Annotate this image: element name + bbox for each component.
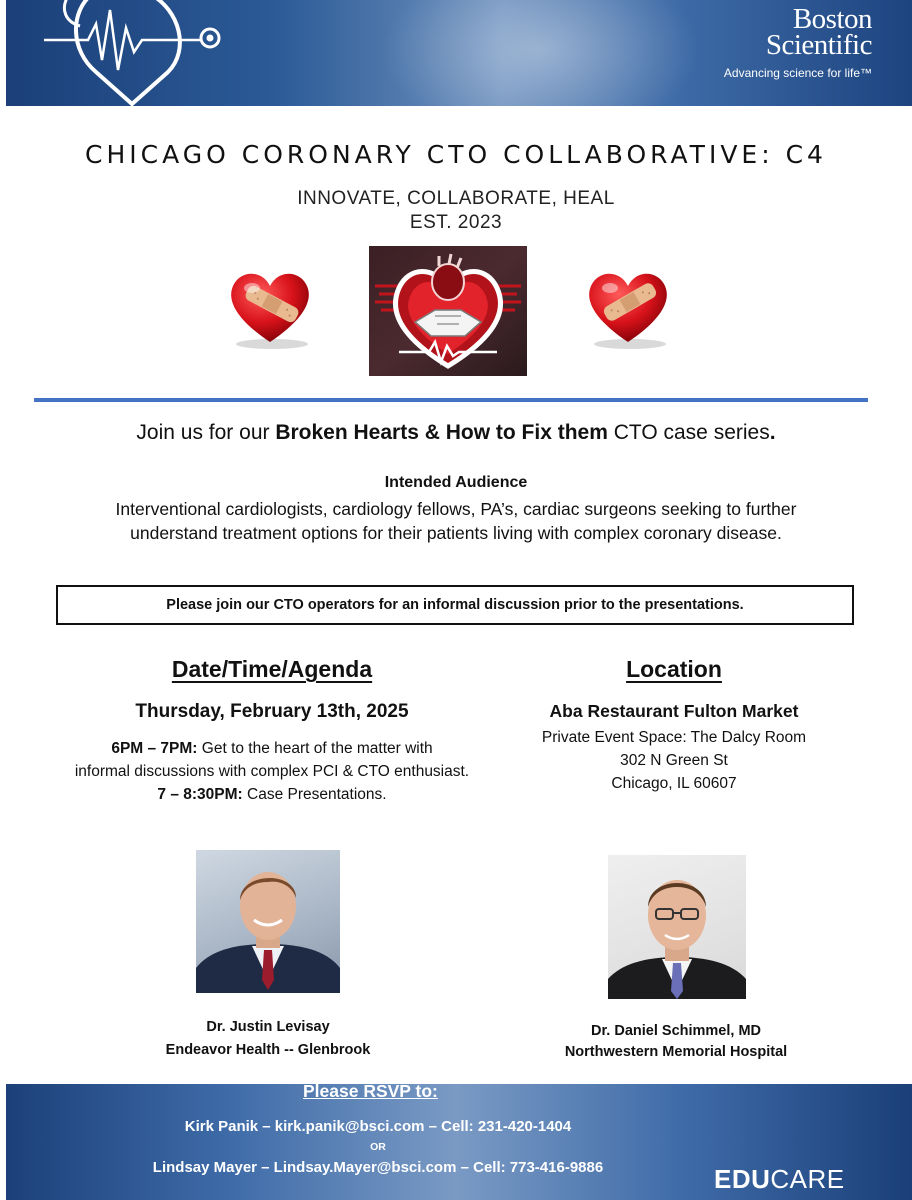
invite-end: . — [769, 421, 776, 444]
speaker-organization: Endeavor Health -- Glenbrook — [165, 1042, 371, 1058]
rsvp-or: OR — [370, 1141, 386, 1153]
banner-glow — [380, 0, 700, 106]
speaker-photo — [608, 855, 746, 999]
motto: INNOVATE, COLLABORATE, HEAL — [297, 188, 615, 209]
agenda-item-2-time: 7 – 8:30PM: — [157, 786, 243, 803]
educare-logo-thin: CARE — [770, 1164, 845, 1194]
event-date: Thursday, February 13th, 2025 — [135, 701, 409, 722]
agenda-item-1-time: 6PM – 7PM: — [111, 740, 198, 757]
established-year: EST. 2023 — [409, 212, 503, 233]
bandaged-heart-icon — [214, 262, 326, 350]
section-divider — [34, 398, 868, 402]
heart-stethoscope-line-art-icon — [40, 0, 230, 106]
location-heading: Location — [626, 656, 722, 682]
rsvp-heading: Please RSVP to: — [303, 1084, 438, 1101]
agenda-item-2 — [40, 783, 504, 806]
invite-prefix: Join us for our — [136, 421, 276, 444]
event-title: CHICAGO CORONARY CTO COLLABORATIVE: C4 — [85, 140, 827, 169]
logo-tagline: Advancing science for life™ — [723, 66, 872, 80]
audience-description: Interventional cardiologists, cardiology fellows, PA’s, cardiac surgeons seeking to further understand treatment options for their patients living with complex coronary disease. — [115, 499, 797, 543]
educare-logo — [714, 1164, 845, 1195]
venue-city: Chicago, IL 60607 — [611, 775, 737, 792]
discussion-notice: Please join our CTO operators for an informal discussion prior to the presentations. — [56, 585, 854, 625]
educare-logo-bold: EDU — [714, 1164, 771, 1194]
venue-name: Aba Restaurant Fulton Market — [549, 701, 799, 721]
bandaged-heart-icon — [572, 262, 684, 350]
footer-banner — [0, 1084, 912, 1200]
rsvp-contact[interactable]: Kirk Panik – kirk.panik@bsci.com – Cell: 231-420-1404 — [184, 1118, 572, 1135]
banner-edge — [0, 0, 6, 106]
rsvp-contact[interactable]: Lindsay Mayer – Lindsay.Mayer@bsci.com – Cell: 773-416-9886 — [152, 1159, 604, 1176]
person-portrait-icon — [196, 850, 340, 993]
audience-heading: Intended Audience — [384, 474, 528, 491]
speaker-organization: Northwestern Memorial Hospital — [564, 1044, 788, 1060]
venue-street: 302 N Green St — [620, 752, 728, 769]
series-name: Broken Hearts & How to Fix them — [275, 421, 608, 444]
header-banner — [0, 0, 912, 106]
speaker-photo — [196, 850, 340, 993]
c4-handshake-heart-logo — [369, 246, 527, 376]
boston-scientific-logo — [723, 3, 872, 80]
invite-suffix: CTO case series — [607, 421, 770, 444]
agenda-item-1-text: Get to the heart of the matter with — [197, 740, 433, 757]
logo-line-scientific: Scientific — [765, 29, 872, 61]
person-portrait-icon — [608, 855, 746, 999]
logo-line-boston: Boston — [792, 3, 872, 35]
speaker-name: Dr. Justin Levisay — [206, 1019, 330, 1035]
agenda-item-1-continued: informal discussions with complex PCI & CTO enthusiast. — [74, 763, 470, 780]
venue-room: Private Event Space: The Dalcy Room — [541, 729, 807, 746]
invite-line — [0, 421, 912, 445]
location-section — [500, 656, 848, 795]
agenda-heading: Date/Time/Agenda — [171, 656, 373, 682]
agenda-item-2-text: Case Presentations. — [242, 786, 387, 803]
agenda-item-1 — [40, 737, 504, 760]
speaker-name: Dr. Daniel Schimmel, MD — [590, 1023, 762, 1039]
agenda-section — [40, 656, 504, 806]
